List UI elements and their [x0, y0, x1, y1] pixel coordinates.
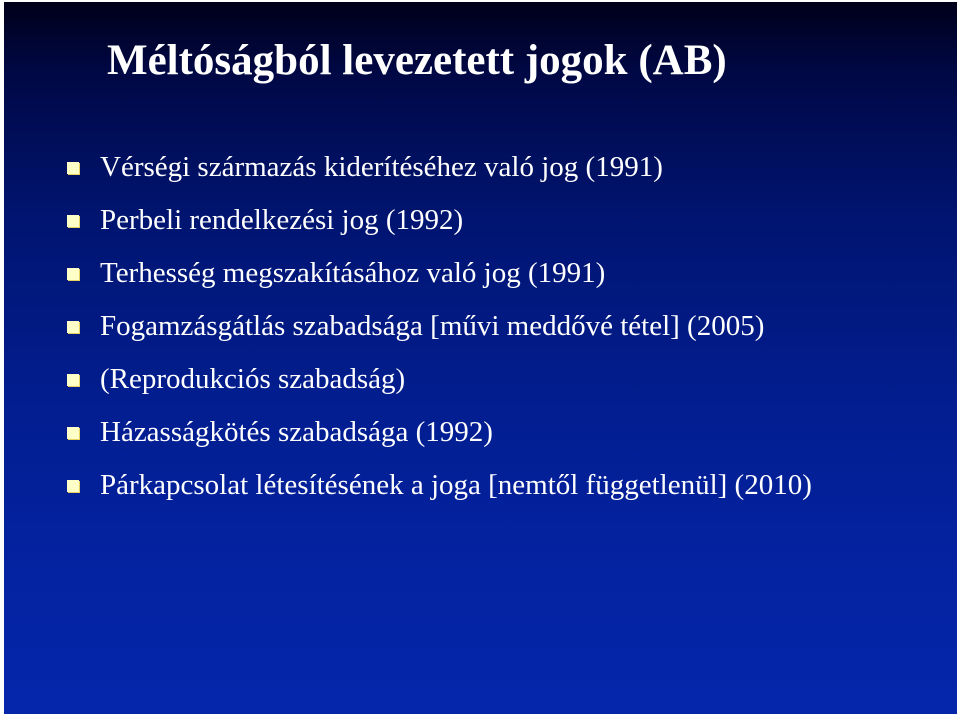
bullet-item: [4, 356, 880, 409]
square-bullet-icon: [67, 427, 79, 439]
bullet-text: Fogamzásgátlás szabadsága [művi meddővé tétel] (2005): [100, 310, 765, 342]
bullet-item: [4, 144, 880, 197]
bullet-list: [4, 144, 880, 508]
bullet-text: (Reprodukciós szabadság): [100, 363, 406, 395]
square-bullet-icon: [67, 321, 79, 333]
bullet-item: [4, 250, 880, 303]
square-bullet-icon: [67, 480, 79, 492]
bullet-item: [4, 303, 880, 356]
square-bullet-icon: [67, 374, 79, 386]
square-bullet-icon: [67, 215, 79, 227]
bullet-item: [4, 462, 880, 508]
bullet-text: Vérségi származás kiderítéséhez való jog (1991): [100, 151, 663, 183]
bullet-text: Házasságkötés szabadsága (1992): [100, 416, 493, 448]
bullet-item: [4, 197, 880, 250]
slide: [4, 2, 957, 714]
bullet-text: Párkapcsolat létesítésének a joga [nemtől függetlenül] (2010): [100, 469, 812, 501]
bullet-item: [4, 409, 880, 462]
bullet-text: Perbeli rendelkezési jog (1992): [100, 204, 464, 236]
square-bullet-icon: [67, 162, 79, 174]
slide-title: Méltóságból levezetett jogok (AB): [107, 37, 727, 84]
bullet-text: Terhesség megszakításához való jog (1991): [100, 257, 606, 289]
square-bullet-icon: [67, 268, 79, 280]
